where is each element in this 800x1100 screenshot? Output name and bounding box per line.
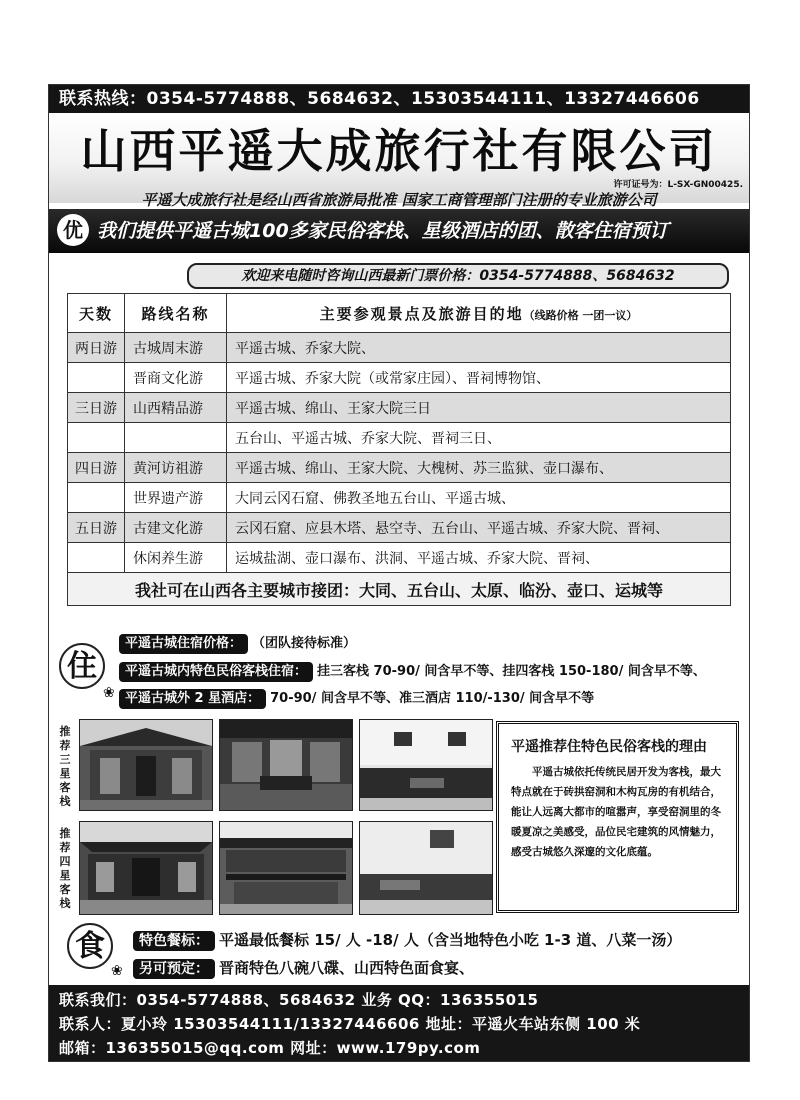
hotline-bar: 联系热线：0354-5774888、5684632、15303544111、13327446606 (49, 85, 749, 113)
row-days (68, 423, 125, 453)
photo-four-star-room (359, 821, 493, 915)
meal-badge-icon: 食 (67, 923, 113, 969)
contact-email-website: 邮箱：136355015@qq.com 网址：www.179py.com (59, 1039, 481, 1057)
license-number: 许可证号为：L-SX-GN00425. (613, 180, 743, 190)
you-badge-icon: 优 (57, 214, 89, 246)
table-row (68, 333, 731, 363)
row-sites: 平遥古城、乔家大院（或常家庄园）、晋祠博物馆、 (227, 363, 731, 393)
row-route: 古城周末游 (125, 333, 227, 363)
row-route (125, 423, 227, 453)
row-route: 古建文化游 (125, 513, 227, 543)
row-sites: 运城盐湖、壶口瀑布、洪洞、平遥古城、乔家大院、晋祠、 (227, 543, 731, 573)
row-days (68, 483, 125, 513)
four-star-label: 推荐四星客栈 (59, 827, 71, 910)
row-sites: 五台山、平遥古城、乔家大院、晋祠三日、 (227, 423, 731, 453)
stay-label: 平遥古城住宿价格： (119, 634, 248, 654)
swirl-icon: ❀ (103, 685, 115, 701)
reason-title: 平遥推荐住特色民俗客栈的理由 (511, 739, 707, 755)
row-route: 黄河访祖游 (125, 453, 227, 483)
row-sites: 平遥古城、绵山、王家大院、大槐树、苏三监狱、壶口瀑布、 (227, 453, 731, 483)
table-row (68, 543, 731, 573)
stay-label: 平遥古城内特色民俗客栈住宿： (119, 662, 313, 682)
row-sites: 平遥古城、绵山、王家大院三日 (227, 393, 731, 423)
banner-text: 我们提供平遥古城100多家民俗客栈、星级酒店的团、散客住宿预订 (97, 220, 669, 242)
row-days (68, 363, 125, 393)
row-sites: 云冈石窟、应县木塔、悬空寺、五台山、平遥古城、乔家大院、晋祠、 (227, 513, 731, 543)
table-row (68, 483, 731, 513)
stay-badge-icon: 住 (59, 643, 105, 689)
row-days (68, 543, 125, 573)
row-days: 两日游 (68, 333, 125, 363)
header-days: 天数 (68, 294, 125, 333)
row-sites: 平遥古城、乔家大院、 (227, 333, 731, 363)
row-route: 山西精品游 (125, 393, 227, 423)
row-route: 晋商文化游 (125, 363, 227, 393)
contact-footer (49, 985, 749, 1061)
table-row (68, 513, 731, 543)
table-row (68, 393, 731, 423)
meal-text: 平遥最低餐标 15/ 人 -18/ 人（含当地特色小吃 1-3 道、八菜一汤） (219, 931, 682, 949)
stay-text: （团队接待标准） (252, 636, 357, 651)
table-row (68, 453, 731, 483)
pickup-row (68, 573, 731, 606)
photo-inn-hall (219, 719, 353, 811)
photo-inn-courtyard (79, 719, 213, 811)
row-days: 五日游 (68, 513, 125, 543)
meal-line (133, 957, 474, 979)
flyer (48, 84, 750, 1062)
pickup-cities: 我社可在山西各主要城市接团：大同、五台山、太原、临汾、壶口、运城等 (68, 573, 731, 606)
stay-text: 挂三客栈 70-90/ 间含早不等、挂四客栈 150-180/ 间含早不等、 (317, 664, 706, 679)
contact-person-address: 联系人：夏小玲 15303544111/13327446606 地址：平遥火车站东侧 100 米 (59, 1015, 641, 1033)
meal-text: 晋商特色八碗八碟、山西特色面食宴、 (219, 959, 475, 977)
row-sites: 大同云冈石窟、佛教圣地五台山、平遥古城、 (227, 483, 731, 513)
photo-four-star-balcony (219, 821, 353, 915)
header-sites-label: 主要参观景点及旅游目的地 (319, 304, 524, 323)
meal-label: 另可预定： (133, 959, 215, 979)
header-price-note: （线路价格 一团一议） (523, 308, 638, 322)
meal-line (133, 929, 681, 951)
company-name: 山西平遥大成旅行社有限公司 (80, 124, 718, 178)
reason-box (496, 721, 739, 913)
photo-inn-room (359, 719, 493, 811)
stay-label: 平遥古城外 2 星酒店： (119, 689, 266, 709)
row-days: 四日游 (68, 453, 125, 483)
row-route: 休闲养生游 (125, 543, 227, 573)
table-row (68, 363, 731, 393)
service-banner (49, 209, 749, 253)
route-table (67, 293, 731, 606)
table-header-row (68, 294, 731, 333)
meal-label: 特色餐标： (133, 931, 215, 951)
photo-four-star-courtyard (79, 821, 213, 915)
row-days: 三日游 (68, 393, 125, 423)
stay-line (119, 661, 706, 683)
welcome-ticket-inquiry: 欢迎来电随时咨询山西最新门票价格：0354-5774888、5684632 (187, 263, 729, 289)
stay-line (119, 688, 594, 710)
swirl-icon: ❀ (111, 963, 123, 979)
stay-text: 70-90/ 间含早不等、准三酒店 110/-130/ 间含早不等 (270, 691, 595, 706)
approval-statement: 平遥大成旅行社是经山西省旅游局批准 国家工商管理部门注册的专业旅游公司 (141, 191, 657, 209)
reason-body: 平遥古城依托传统民居开发为客栈，最大特点就在于砖拱窑洞和木构瓦房的有机结合，能让人远离大都市的喧嚣声，享受窑洞里的冬暖夏凉之美感受，品位民宅建筑的风情魅力，感受古城悠久深邃的文化底蕴。 (511, 766, 721, 858)
contact-phone-qq: 联系我们：0354-5774888、5684632 业务 QQ：136355015 (59, 991, 539, 1009)
three-star-label: 推荐三星客栈 (59, 725, 71, 808)
header (49, 113, 749, 209)
stay-line (119, 633, 356, 655)
header-route: 路线名称 (125, 294, 227, 333)
header-sites (227, 294, 731, 333)
row-route: 世界遗产游 (125, 483, 227, 513)
table-row (68, 423, 731, 453)
